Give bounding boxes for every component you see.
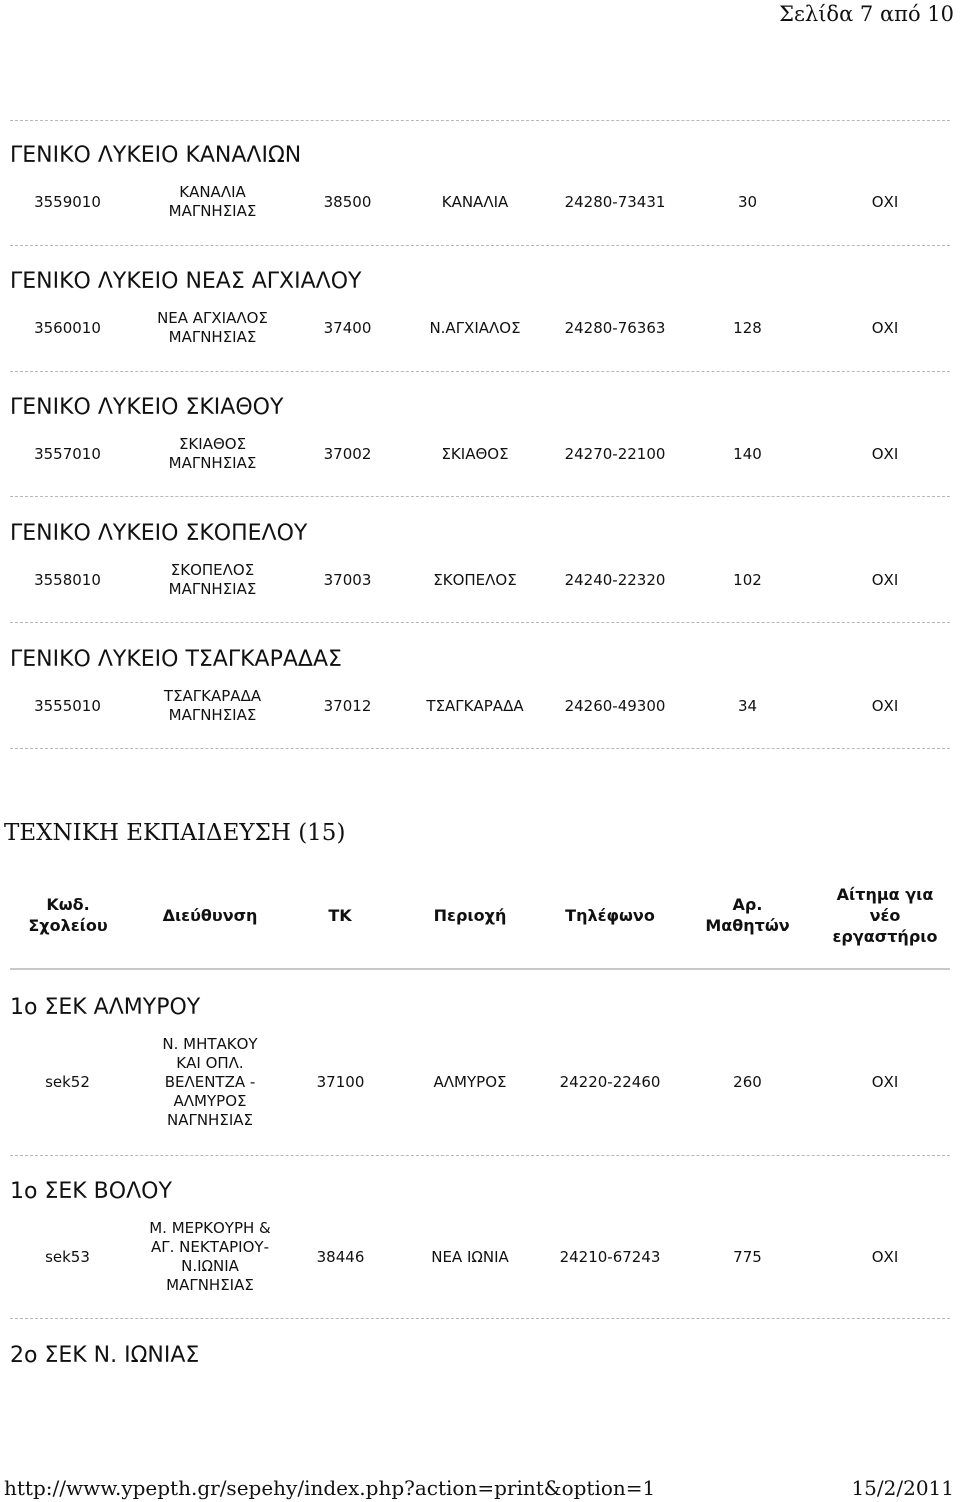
header-line: εργαστήριο [832,926,938,946]
address-line: Μ. ΜΕΡΚΟΥΡΗ & [149,1219,271,1237]
address-line: ΤΣΑΓΚΑΡΑΔΑ [163,687,262,705]
address-line: ΑΛΜΥΡΟΣ [173,1091,247,1110]
lab-request: ΟΧΙ [871,1072,899,1091]
school-code: 3560010 [34,318,101,337]
separator [10,245,950,246]
address-line: ΚΑΝΑΛΙΑ [179,183,246,201]
student-count: 34 [737,696,758,715]
student-count: 775 [733,1247,762,1266]
school-title: ΓΕΝΙΚΟ ΛΥΚΕΙΟ ΤΣΑΓΚΑΡΑΔΑΣ [10,647,342,672]
area: ΑΛΜΥΡΟΣ [433,1072,507,1091]
lab-request: ΟΧΙ [871,1247,899,1266]
separator [10,748,950,749]
postal-code: 37100 [316,1072,365,1091]
school-address [140,308,285,348]
area: ΤΣΑΓΚΑΡΑΔΑ [426,696,524,715]
footer-url[interactable]: http://www.ypepth.gr/sepehy/index.php?action=print&option=1 [4,1476,656,1500]
separator [10,1155,950,1156]
school-address [140,560,285,600]
phone: 24270-22100 [564,444,666,463]
header-line: Αίτημα για [836,884,934,904]
school-code: 3559010 [34,192,101,211]
address-line: ΝΑΓΝΗΣΙΑΣ [167,1110,253,1129]
student-count: 260 [733,1072,762,1091]
student-count: 140 [733,444,762,463]
address-line: ΣΚΙΑΘΟΣ [178,435,247,453]
address-line: ΒΕΛΕΝΤΖΑ - [164,1072,256,1091]
address-line: ΜΑΓΝΗΣΙΑΣ [168,580,257,598]
header-line: Αρ. [732,895,763,914]
address-line: ΝΕΑ ΑΓΧΙΑΛΟΣ [157,309,268,327]
phone: 24240-22320 [564,570,666,589]
header-lab-request [815,880,955,950]
school-code: 3555010 [34,696,101,715]
table-row [0,182,960,222]
area: ΣΚΙΑΘΟΣ [441,444,509,463]
header-address: Διεύθυνση [162,905,258,925]
area: ΣΚΟΠΕΛΟΣ [433,570,517,589]
header-school-code [18,880,118,950]
area: ΝΕΑ ΙΩΝΙΑ [431,1247,509,1266]
student-count: 128 [733,318,762,337]
postal-code: 37400 [323,318,372,337]
table-row [0,1218,960,1296]
footer-date: 15/2/2011 [851,1476,954,1500]
postal-code: 37012 [323,696,372,715]
section-title: ΤΕΧΝΙΚΗ ΕΚΠΑΙΔΕΥΣΗ (15) [4,820,346,846]
address-line: ΜΑΓΝΗΣΙΑΣ [168,706,257,724]
header-line: Σχολείου [28,916,108,935]
school-address [135,1218,285,1296]
separator [10,1318,950,1319]
lab-request: ΟΧΙ [871,444,899,463]
table-row [0,1034,960,1130]
address-line: ΚΑΙ ΟΠΛ. [176,1053,244,1072]
lab-request: ΟΧΙ [871,318,899,337]
header-separator [10,968,950,970]
header-line: νέο [869,905,901,925]
address-line: ΜΑΓΝΗΣΙΑΣ [166,1276,254,1294]
school-title: 1ο ΣΕΚ ΑΛΜΥΡΟΥ [10,995,201,1020]
student-count: 30 [737,192,758,211]
table-row [0,308,960,348]
phone: 24210-67243 [559,1247,661,1266]
address-line: ΜΑΓΝΗΣΙΑΣ [168,454,257,472]
table-row [0,434,960,474]
address-line: ΜΑΓΝΗΣΙΑΣ [168,328,257,346]
student-count: 102 [733,570,762,589]
school-address [140,434,285,474]
school-title: 1ο ΣΕΚ ΒΟΛΟΥ [10,1179,172,1204]
address-line: ΜΑΓΝΗΣΙΑΣ [168,202,257,220]
phone: 24280-76363 [564,318,666,337]
header-student-count [690,880,805,950]
address-line: Ν. ΜΗΤΑΚΟΥ [162,1034,258,1053]
school-title: ΓΕΝΙΚΟ ΛΥΚΕΙΟ ΣΚΟΠΕΛΟΥ [10,521,308,546]
header-phone: Τηλέφωνο [565,905,655,925]
school-code: sek53 [45,1247,90,1266]
lab-request: ΟΧΙ [871,570,899,589]
postal-code: 37003 [323,570,372,589]
phone: 24260-49300 [564,696,666,715]
address-line: ΣΚΟΠΕΛΟΣ [170,561,255,579]
school-code: sek52 [45,1072,90,1091]
school-address [135,1034,285,1130]
header-line: Κωδ. [46,895,90,914]
area: ΚΑΝΑΛΙΑ [441,192,509,211]
postal-code: 38446 [316,1247,365,1266]
address-line: ΑΓ. ΝΕΚΤΑΡΙΟΥ- [151,1238,269,1256]
page-number: Σελίδα 7 από 10 [779,2,954,26]
separator [10,120,950,121]
school-code: 3558010 [34,570,101,589]
school-address [140,182,285,222]
school-code: 3557010 [34,444,101,463]
school-title: 2ο ΣΕΚ Ν. ΙΩΝΙΑΣ [10,1343,200,1368]
header-postal-code: ΤΚ [328,905,352,925]
postal-code: 37002 [323,444,372,463]
separator [10,371,950,372]
header-line: Μαθητών [705,916,790,935]
area: Ν.ΑΓΧΙΑΛΟΣ [429,318,521,337]
address-line: Ν.ΙΩΝΙΑ [181,1257,239,1275]
phone: 24280-73431 [564,192,666,211]
table-row [0,686,960,726]
lab-request: ΟΧΙ [871,192,899,211]
header-area: Περιοχή [433,905,507,925]
school-title: ΓΕΝΙΚΟ ΛΥΚΕΙΟ ΝΕΑΣ ΑΓΧΙΑΛΟΥ [10,269,362,294]
table-row [0,560,960,600]
school-title: ΓΕΝΙΚΟ ΛΥΚΕΙΟ ΣΚΙΑΘΟΥ [10,395,284,420]
separator [10,622,950,623]
separator [10,496,950,497]
school-address [140,686,285,726]
lab-request: ΟΧΙ [871,696,899,715]
postal-code: 38500 [323,192,372,211]
phone: 24220-22460 [559,1072,661,1091]
school-title: ΓΕΝΙΚΟ ΛΥΚΕΙΟ ΚΑΝΑΛΙΩΝ [10,143,302,168]
